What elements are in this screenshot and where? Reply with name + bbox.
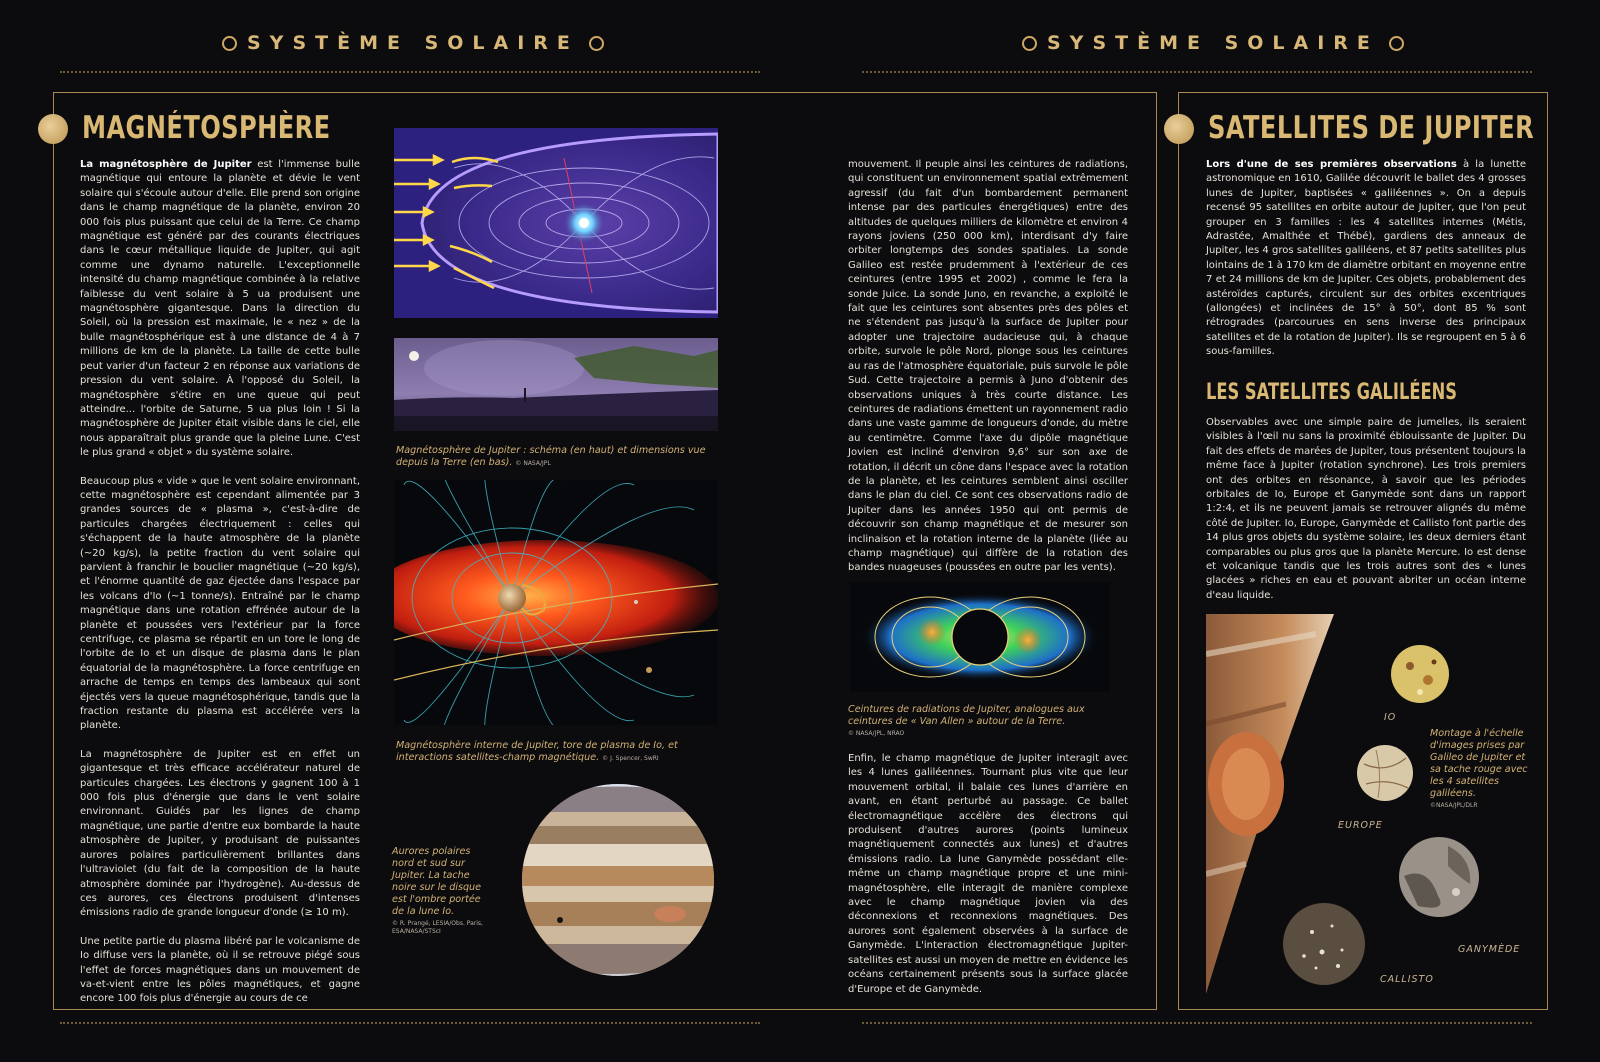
galilean-subtitle: LES SATELLITES GALILÉENS [1206,380,1457,405]
caption-aurora [392,846,492,936]
magnetosphere-text-col2 [848,158,1128,590]
middle-p1: mouvement. Il peuple ainsi les ceintures de radiations, qui constituent un environnement spatial extrêmement agressif (du fait d'un bombardement permanent intense par des particules énergétiques) entre des altitudes de quelques milliers de kilomètre et environ 4 rayons joviens (250 000 km), interdisant d'y faire orbiter longtemps des sondes spatiales. La sonde Galileo est restée prudemment à l'extérieur de ces ceintures (entre 1995 et 2002) , comme le fera la sonde Juice. La sonde Juno, en revanche, a exploité le fait que les ceintures sont absentes près des pôles et ne s'étendent pas jusqu'à la surface de Jupiter pour adopter une trajectoire audacieuse qui, à chaque orbite, survole le pôle Nord, plonge sous les ceintures au ras de l'atmosphère équatoriale, puis survole le pôle Sud. Cette trajectoire a permis à Juno d'obtenir des observations uniques à très courte distance. Les ceintures de radiations émettent un rayonnement radio dans une vaste gamme de longueurs d'onde, du mètre au centimètre. Comme l'axe du dipôle magnétique Jovien est incliné d'environ 9,6° sur son axe de rotation, il décrit un cône dans l'espace avec la rotation de la planète, et les ceintures semblent ainsi osciller dans le plan du ciel. Ce sont ces observations radio de Jupiter dans les années 1950 qui ont permis de découvrir son champ magnétique et de mesurer son inclinaison et la rotation interne de la planète (liée au champ magnétique) qui diffère de la rotation des bandes nuageuses (poussées en outre par les vents). [848,159,1128,574]
ring-icon [1022,36,1037,51]
magnetosphere-text-col2b [848,752,1128,1011]
europa-moon-image [1356,744,1414,802]
caption-magnetosphere-schematic [396,445,716,470]
credit-text: © NASA/JPL, NRAO [848,730,905,737]
dotted-rule-top-right [862,71,1532,73]
dotted-rule-bottom-right [862,1022,1532,1024]
running-head-right [1022,30,1404,56]
running-head-left-text: SYSTÈME SOLAIRE [247,32,579,54]
magnetosphere-p2: Beaucoup plus « vide » que le vent solaire environnant, cette magnétosphère est cependant alimentée par 3 grandes sources de « plasma », c'est-à-dire de particules chargées électriquement : celles qui s'échappent de la haute atmosphère de la planète (~20 kg/s), la petite fraction du vent solaire qui parvient à franchir le bouclier magnétique (~20 kg/s), et l'énorme quantité de gaz éjectée dans l'espace par les volcans d'Io (~1 tonne/s). Entraîné par le champ magnétique dans une rotation effrénée autour de la planète et poussées vers l'extérieur par la force centrifuge, ce plasma se répartit en un tore le long de l'orbite de Io et un disque de plasma dans le plan équatorial de la magnétosphère. La force centrifuge en arrache de temps en temps des lambeaux qui sont éjectés vers la queue magnétosphérique, tandis que la fraction restante du plasma est accélérée vers la planète. [80,475,360,732]
radiation-belts-image [850,582,1110,692]
jupiter-aurora-image [520,782,716,978]
satellites-lead: Lors d'une de ses premières observations [1206,159,1457,170]
credit-text: ©NASA/JPL/DLR [1430,802,1478,809]
running-head-right-text: SYSTÈME SOLAIRE [1047,32,1379,54]
magnetosphere-p3: La magnétosphère de Jupiter est en effet un gigantesque et très efficace accélérateur naturel de particules chargées. Les électrons y gagnent 100 à 1 000 fois plus d'énergie que dans le vent solaire environnant. Guidés par les lignes de champ magnétique, une partie d'entre eux bombarde la haute atmosphère de Jupiter, y produisant de puissantes aurores polaires particulièrement brillantes dans l'ultraviolet (du fait de la composition de la haute atmosphère dominée par l'hydrogène). Au-dessus de ces aurores, ces électrons produisent d'intenses émissions radio de grande longueur d'onde (≥ 10 m). [80,748,360,919]
caption-text: Ceintures de radiations de Jupiter, analogues aux ceintures de « Van Allen » autour de la Terre. [848,704,1085,727]
satellites-text [1206,158,1526,374]
dotted-rule-top-left [60,71,760,73]
section-marker-dot [38,114,68,144]
moon-label-io: IO [1384,712,1397,723]
satellites-p1: à la lunette astronomique en 1610, Galilée découvrit le ballet des 4 grosses lunes de Jupiter, baptisées « galiléennes ». On a depuis recensé 95 satellites en orbite autour de Jupiter, que l'on peut grouper en 3 familles : les 4 satellites internes (Métis, Adrastée, Amalthée et Thébé), gardiens des anneaux de Jupiter, les 4 gros satellites galiléens, et 87 petits satellites plus lointains de 1 à 170 km de diamètre orbitant en moyenne entre 7 et 24 millions de km de Jupiter. Ces objets, probablement des astéroïdes capturés, circulent sur des orbites excentriques (allongées) et inclinées de 15° à 50°, dont 85 % sont rétrogrades (parcourues en sens inverse des principaux satellites et de la rotation de Jupiter). Ils se regroupent en 5 à 6 sous-familles. [1206,159,1527,358]
middle-p2: Enfin, le champ magnétique de Jupiter interagit avec les 4 lunes galiléennes. Tournant plus vite que leur mouvement orbital, il balaie ces lunes d'arrière en avant, en étant perturbé au passage. Ce ballet électromagnétique accélère des électrons qui produisent d'autres aurores (points lumineux magnétiquement connectés aux lunes) et d'autres émissions radio. La lune Ganymède possédant elle-même un champ magnétique propre et une mini-magnétosphère, elle interagit de manière complexe avec le champ magnétique jovien via des déconnexions et reconnexions magnétiques. Des aurores sont également observées à la surface de Ganymède. L'interaction électromagnétique Jupiter-satellites est aussi un moyen de mettre en évidence les océans certainement présents sous la surface glacée d'Europe et de Ganymède. [848,753,1128,995]
credit-text: © R. Prangé, LESIA/Obs. Paris, ESA/NASA/STScI [392,920,483,935]
ring-icon [222,36,237,51]
caption-text: Montage à l'échelle d'images prises par Galileo de Jupiter et sa tache rouge avec les 4 satellites galiléens. [1430,728,1528,799]
magnetosphere-schematic-image [394,128,718,318]
satellites-title: SATELLITES DE JUPITER [1208,110,1535,146]
magnetosphere-title: MAGNÉTOSPHÈRE [82,110,331,146]
credit-text: © NASA/JPL [515,460,551,467]
caption-text: Aurores polaires nord et sud sur Jupiter. La tache noire sur le disque est l'ombre portée de la lune Io. [392,846,482,917]
magnetosphere-p1: est l'immense bulle magnétique qui entoure la planète et dévie le vent solaire qui s'écoule autour d'elle. Elle prend son origine dans le champ magnétique de la planète, environ 20 000 fois plus puissant que celui de la Terre. Ce champ magnétique est généré par des courants électriques dans le cœur métallique liquide de Jupiter, qui agit comme une dynamo naturelle. L'exceptionnelle intensité du champ magnétique combinée à la relative faiblesse du vent solaire à 5 ua produisent une magnétosphère gigantesque. Dans la direction du Soleil, où la pression est maximale, le « nez » de la bulle magnétosphérique est à une distance de 4 à 7 millions de km de la planète. La taille de cette bulle peut varier d'un facteur 2 en réponse aux variations de pression du vent solaire. À l'opposé du Soleil, la magnétosphère s'étire en une queue qui peut atteindre... l'orbite de Saturne, 5 ua plus loin ! Si la magnétosphère de Jupiter était visible dans le ciel, elle nous apparaîtrait plus grande que la pleine Lune. C'est le plus grand « objet » du système solaire. [80,159,361,459]
ring-icon [589,36,604,51]
inner-magnetosphere-image [394,480,718,725]
magnetosphere-sky-photo [394,338,718,431]
caption-inner-magnetosphere [396,740,716,765]
moon-label-europe: EUROPE [1338,820,1383,831]
caption-text: Magnétosphère de Jupiter : schéma (en haut) et dimensions vue depuis la Terre (en bas). [396,445,706,468]
moon-label-ganymede: GANYMÈDE [1458,944,1521,955]
galilean-text [1206,416,1526,617]
magnetosphere-lead: La magnétosphère de Jupiter [80,159,252,170]
ring-icon [1389,36,1404,51]
callisto-moon-image [1282,902,1366,986]
galilean-p2: Observables avec une simple paire de jumelles, ils seraient visibles à l'œil nu sans la proximité éblouissante de Jupiter. Du fait des effets de marées de Jupiter, tous présentent toujours la même face à Jupiter (rotation synchrone). Les trois premiers ont des orbites en résonance, à savoir que les périodes orbitales de Io, Europe et Ganymède sont dans un rapport 1:2:4, et ils ne peuvent jamais se retrouver alignés du même côté de Jupiter. Io, Europe, Ganymède et Callisto font partie des 14 plus gros objets du système solaire, les deux derniers étant comparables ou plus gros que la planète Mercure. Io est dense et volcanique tandis que les trois autres sont des « lunes glacées » riches en eau et pouvant abriter un océan interne d'eau liquide. [1206,417,1526,601]
credit-text: © J. Spencer, SwRI [602,755,659,762]
io-moon-image [1390,644,1450,704]
magnetosphere-text-col1 [80,158,360,1021]
caption-radiation-belts [848,704,1128,738]
ganymede-moon-image [1398,836,1480,918]
dotted-rule-bottom-left [60,1022,760,1024]
caption-moons-montage [1430,728,1536,810]
section-marker-dot [1164,114,1194,144]
running-head-left [222,30,604,56]
moon-label-callisto: CALLISTO [1380,974,1434,985]
magnetosphere-p4: Une petite partie du plasma libéré par le volcanisme de Io diffuse vers la planète, où il se retrouve piégé sous l'effet de forces magnétiques dans un mouvement de va-et-vient entre les pôles magnétiques, et gagne encore 100 fois plus d'énergie au cours de ce [80,935,360,1005]
caption-text: Magnétosphère interne de Jupiter, tore de plasma de Io, et interactions satellites-champ magnétique. [396,740,678,763]
